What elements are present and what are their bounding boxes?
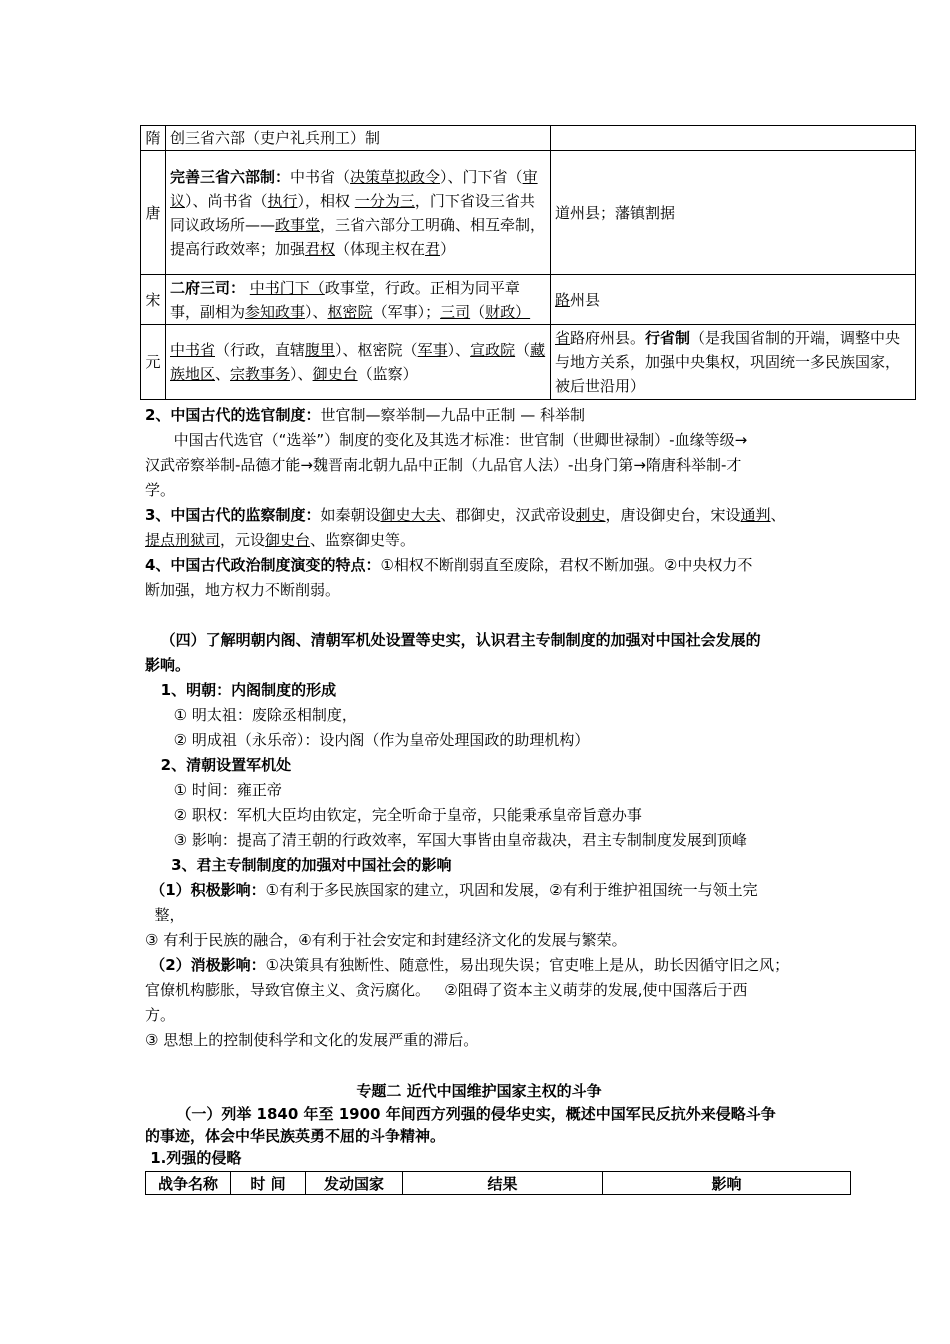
dynasty-name-cell: 宋 [141,275,166,325]
text-run: （体现主权在 [335,239,426,258]
underlined-text: 刺史 [575,506,606,524]
text-run: ，唐设御史台，宋设 [605,506,741,524]
bold-text: 3、君主专制制度的加强对中国社会的影响 [145,856,452,874]
text-run: 、 [215,365,231,383]
underlined-text: 中书省 [170,341,216,359]
text-run: ③ 有利于民族的融合，④有利于社会安定和封建经济文化的发展与繁荣。 [145,931,627,949]
text-run: ①决策具有独断性、随意性，易出现失误；官吏唯上是从，助长因循守旧之风； [265,956,790,974]
bold-text: 1、明朝：内阁制度的形成 [145,681,337,699]
underlined-text: 财政） [485,302,531,321]
text-run: （ [515,341,531,359]
text-run: ① 明太祖：废除丞相制度， [145,706,357,724]
underlined-text: 中书门下（ [249,278,325,297]
bold-text: 完善三省六部制： [170,167,291,186]
text-line [145,1125,813,1147]
bold-text: 影响。 [145,656,191,674]
bold-text: 1.列强的侵略 [145,1149,242,1167]
text-line [145,878,813,903]
dynasty-system-table [140,125,916,400]
text-run: （监察） [357,365,418,383]
text-run: 、郡御史，汉武帝设 [440,506,576,524]
text-run: ①有利于多民族国家的建立，巩固和发展，②有利于维护祖国统一与领土完 [265,881,758,899]
local-system-cell [551,325,916,400]
text-run: 汉武帝察举制-品德才能→魏晋南北朝九品中正制（九品官人法）-出身门第→隋唐科举制-才 [145,456,742,474]
central-system-cell [166,275,551,325]
text-run: （ [470,302,486,321]
text-line [145,1028,813,1053]
underlined-text: 藏族地区 [170,341,546,383]
text-line [145,678,813,703]
dynasty-row [141,151,916,275]
text-line [145,653,813,678]
dynasty-name-cell: 隋 [141,126,166,151]
central-system-cell [166,126,551,151]
underlined-text: 君 [425,239,441,258]
war-table-header-cell: 时 间 [231,1172,306,1195]
text-run: 中国古代选官（“选举”）制度的变化及其选才标准：世官制（世卿世禄制）-血缘等级→ [145,431,748,449]
text-line [145,403,813,428]
section-autocracy-strengthening [145,628,813,1053]
underlined-text: 腹里 [305,341,336,359]
text-run: 整， [145,906,185,924]
text-run: ）、 [290,365,313,383]
text-line [145,903,813,928]
underlined-text: 决策草拟政令 [350,167,441,186]
bold-text: （一）列举 1840 年至 1900 年间西方列强的侵华史实，概述中国军民反抗外来侵略斗争 [145,1105,776,1123]
text-line [145,628,813,653]
text-line [145,753,813,778]
text-line [145,428,813,453]
text-line [145,778,813,803]
text-line [145,453,813,478]
bold-text: 4、中国古代政治制度演变的特点： [145,556,381,574]
bold-text: （2）消极影响： [145,956,266,974]
underlined-text: 宗教事务 [230,365,291,383]
underlined-text: 提点刑狱司 [145,531,221,549]
underlined-text: 参知政事 [245,302,306,321]
dynasty-name-cell: 元 [141,325,166,400]
war-table-header-row [146,1172,851,1195]
bold-text: 行省制 [645,329,691,347]
section-title-topic-two [145,1079,813,1104]
text-line [145,1103,813,1125]
underlined-text: 军事 [417,341,448,359]
text-run: ）、尚书省（ [185,191,268,210]
underlined-text: 一分为三 [354,191,415,210]
bold-text: 二府三司： [170,278,246,297]
text-run: （军事）； [372,302,441,321]
text-run: （是我国省制的开端，调整中央与地方关系，加强中央集权，巩固统一多民族国家，被后世沿用） [555,329,901,395]
central-system-cell [166,151,551,275]
dynasty-row [141,126,916,151]
text-run: 道州县；藩镇割据 [555,203,676,222]
text-run: ，三省六部分工明确、相互牵制，提高行政效率；加强 [170,215,546,258]
text-run: 、监察御史等。 [310,531,416,549]
text-run: ①相权不断削弱直至废除，君权不断加强。②中央权力不 [380,556,753,574]
text-run: 学。 [145,481,176,499]
underlined-text: 枢密院 [327,302,373,321]
bold-text: 3、中国古代的监察制度： [145,506,321,524]
bold-text: （1）积极影响： [145,881,266,899]
text-run: 断加强，地方权力不断削弱。 [145,581,341,599]
local-system-cell [551,151,916,275]
text-run: 世官制—察举制—九品中正制 — 科举制 [320,406,585,424]
section-foreign-invasion [145,1103,813,1169]
text-run: 路府州县。 [570,329,646,347]
text-run: ② 明成祖（永乐帝）：设内阁（作为皇帝处理国政的助理机构） [145,731,590,749]
section-official-systems [145,403,813,603]
text-line [145,478,813,503]
text-run: 方。 [145,1006,176,1024]
underlined-text: 政事堂 [275,215,321,234]
dynasty-row [141,325,916,400]
text-line [145,528,813,553]
text-run: ③ 思想上的控制使科学和文化的发展严重的滞后。 [145,1031,479,1049]
text-run: ② 职权：军机大臣均由钦定，完全听命于皇帝，只能秉承皇帝旨意办事 [145,806,642,824]
text-run: 、 [770,506,786,524]
local-system-cell [551,275,916,325]
underlined-text: 宣政院 [470,341,516,359]
text-run: ） [440,239,456,258]
war-table [145,1171,851,1195]
text-line [145,853,813,878]
underlined-text: 三司 [440,302,471,321]
central-system-cell [166,325,551,400]
text-run: ），相权 [297,191,355,210]
text-run: ③ 影响：提高了清王朝的行政效率，军国大事皆由皇帝裁决，君主专制制度发展到顶峰 [145,831,747,849]
text-line [145,553,813,578]
text-run: 创三省六部（吏户礼兵刑工）制 [170,129,381,147]
text-run: ）、 [447,341,471,359]
text-line [145,503,813,528]
war-table-header-cell: 发动国家 [306,1172,403,1195]
text-run: 中书省（ [290,167,351,186]
text-line [145,953,813,978]
text-run: 政事堂，行政。正相为同平章事，副相为 [170,278,520,321]
war-table-header-cell: 影响 [603,1172,851,1195]
text-line [145,728,813,753]
text-run: ，门下省设三省共同议政场所—— [170,191,535,234]
text-run: ）、门下省（ [440,167,523,186]
text-line [145,803,813,828]
underlined-text: 省 [555,329,571,347]
text-run: ）、枢密院（ [335,341,418,359]
underlined-text: 御史台 [265,531,311,549]
text-line [145,578,813,603]
text-line [145,1147,813,1169]
bold-text: 2、中国古代的选官制度： [145,406,321,424]
text-line [145,703,813,728]
underlined-text: 御史大夫 [380,506,441,524]
topic-two-title: 专题二 近代中国维护国家主权的斗争 [356,1082,602,1100]
text-line [145,928,813,953]
underlined-text: 执行 [267,191,298,210]
bold-text: 2、清朝设置军机处 [145,756,292,774]
war-table-header-cell: 战争名称 [146,1172,231,1195]
underlined-text: 御史台 [312,365,358,383]
dynasty-row [141,275,916,325]
text-line [145,978,813,1003]
underlined-text: 君权 [305,239,336,258]
text-run: 官僚机构膨胀，导致官僚主义、贪污腐化。 ②阻碍了资本主义萌芽的发展,使中国落后于西 [145,981,748,999]
underlined-text: 路 [555,290,571,309]
text-run: （行政，直辖 [215,341,306,359]
text-run: 如秦朝设 [320,506,381,524]
text-run: ① 时间：雍正帝 [145,781,282,799]
dynasty-name-cell: 唐 [141,151,166,275]
underlined-text: 通判 [740,506,771,524]
underlined-text: 审议 [170,167,538,210]
text-line [145,828,813,853]
text-run: ）、 [305,302,328,321]
bold-text: （四）了解明朝内阁、清朝军机处设置等史实，认识君主专制制度的加强对中国社会发展的 [145,631,761,649]
local-system-cell [551,126,916,151]
bold-text: 的事迹，体会中华民族英勇不屈的斗争精神。 [145,1127,446,1145]
war-table-header-cell: 结果 [403,1172,603,1195]
text-run: ，元设 [220,531,266,549]
text-line [145,1003,813,1028]
text-run: 州县 [570,290,601,309]
